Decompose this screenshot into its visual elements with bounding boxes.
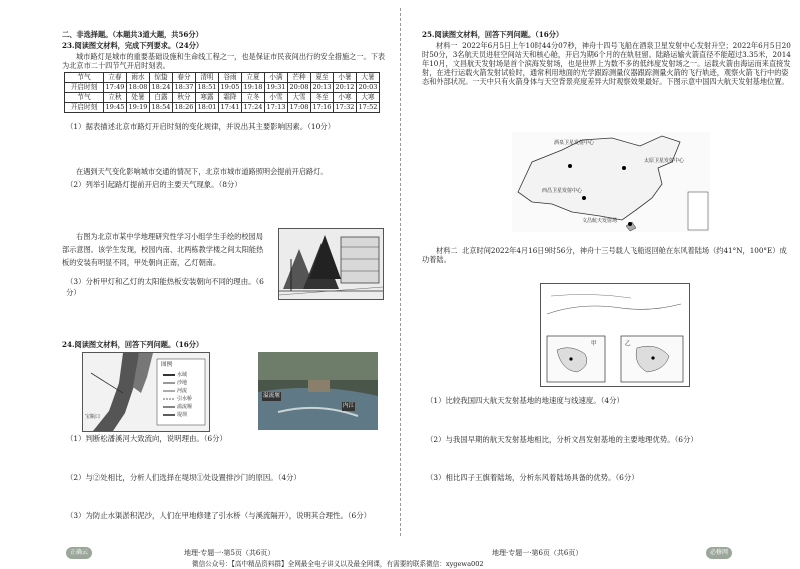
lamp-time-table xyxy=(64,72,380,113)
q24-title: 24.阅读图文材料，回答下列问题。（16分） xyxy=(62,340,204,349)
landing-map-drawing xyxy=(541,284,689,386)
section-title: 二、非选择题。（本题共3道大题，共56分） xyxy=(62,30,203,39)
photo-label: 溢流堰 xyxy=(263,393,280,399)
q24-river-map xyxy=(82,352,210,432)
map-label: 西昌卫星发射中心 xyxy=(542,188,583,194)
page-footer xyxy=(0,545,800,569)
campus-sketch xyxy=(278,228,384,300)
inset-label: 乙 xyxy=(625,341,631,347)
q25-sub2: （2）与我国早期的航天发射基地相比，分析文昌发射基地的主要地理优势。（6分） xyxy=(426,435,698,444)
legend-item: 引水桥 xyxy=(177,396,193,402)
right-footer-logo: 必修网 xyxy=(706,547,732,559)
left-page-number: 地理·专题一·第5页（共6页） xyxy=(184,549,275,557)
photo-label: 内江 xyxy=(343,403,355,409)
inset-label: 甲 xyxy=(591,341,597,347)
q23-sub2: （2）列举引起路灯提前开启的主要天气现象。（8分） xyxy=(66,180,242,189)
q24-sub3: （3）为防止水渠淤积泥沙，人们在甲地修建了引水桥（与溪流隔开），说明其合理性。（6分） xyxy=(66,511,372,520)
map-label: 宝瓶口 xyxy=(85,414,101,420)
legend-item: 河流 xyxy=(177,388,188,394)
q23-title: 23.阅读图文材料，完成下列要求。（24分） xyxy=(62,41,204,50)
footer-notice: 微信公众号：【高中精品资料群】全网最全电子讲义以及最全网课，有需要的联系微信：xygewa002 xyxy=(192,560,484,568)
legend-item: 溢流堰 xyxy=(177,404,193,410)
q24-sub1: （1）判断松潘溪河大致流向，说明理由。（6分） xyxy=(66,434,227,443)
q23-mid: 在遇到天气变化影响城市交通的情况下，北京市城市道路照明会提前开启路灯。 xyxy=(76,167,328,176)
legend-item: 堤坝 xyxy=(177,412,188,418)
map-label: 文昌航天发射场 xyxy=(582,218,618,224)
q24-photo-drawing xyxy=(258,352,378,430)
china-map-drawing xyxy=(512,132,710,232)
legend-item: 沙地 xyxy=(177,380,188,386)
left-page xyxy=(0,0,388,545)
q24-river-drawing xyxy=(83,353,209,431)
table-row: 节气 立秋 处暑 白露 秋分 寒露 霜降 立冬 小雪 大雪 冬至 小寒 大寒 xyxy=(65,93,380,103)
q23-sub3: （3）分析甲灯和乙灯的太阳能热板安装朝向不同的理由。（6分） xyxy=(66,277,264,297)
map-label: 酒泉卫星发射中心 xyxy=(554,140,595,146)
q23-intro: 城市路灯是城市的重要基础设施和生命线工程之一，也是保证市民夜间出行的安全措施之一。下表为北京市二十四节气开启时刻表。 xyxy=(62,52,386,70)
right-page xyxy=(412,0,800,545)
legend-item: 水域 xyxy=(177,372,188,378)
q24-sub2: （2）与②处相比，分析人们选择在堤坝①处设置排沙门的原因。（4分） xyxy=(66,473,301,482)
right-page-number: 地理·专题一·第6页（共6页） xyxy=(492,549,583,557)
q25-material2: 材料二 北京时间2022年4月16日9时56分，神舟十三号载人飞船返回舱在东风着陆场（约41°N，100°E）成功着陆。 xyxy=(422,246,787,264)
landing-site-map xyxy=(540,283,690,387)
table-row: 开启时刻 19:45 19:19 18:54 18:26 18:01 17:41 17:24 17:13 17:08 17:16 17:32 17:52 xyxy=(65,103,380,113)
legend-title: 图例 xyxy=(161,362,173,368)
q25-material1: 材料一 2022年6月5日上午10时44分07秒，神舟十四号飞船在酒泉卫星发射中心发射升空；2022年6月5日20时50分，3名航天员进驻空间站天和核心舱，开启为期6个月的在轨驻留。陆路运输火箭直径不能超过3.35米，2014年10月，文昌航天发射场是首个滨海发射场，也是世界上为数不多的低纬度发射场之一。运载火箭由海运而来直接发射，在进行运载火箭发射试验时，通常利用地面的光学跟踪测量仪器跟踪测量火箭的飞行轨迹，观察火箭飞行中的姿态和外部状况。一天中只有火箭身体与天空背景亮度差异大时观察效果最好。下图示意中国四大航天发射基地位置。 xyxy=(422,41,791,86)
table-row: 开启时刻 17:49 18:08 18:24 18:37 18:51 19:05 19:18 19:31 20:08 20:13 20:12 20:03 xyxy=(65,83,380,93)
left-footer-logo: 正确云 xyxy=(66,547,92,559)
q25-sub1: （1）比较我国四大航天发射基地的地速度与线速度。（4分） xyxy=(426,396,624,405)
china-launch-map xyxy=(512,132,710,232)
q25-sub3: （3）相比四子王旗着陆场，分析东风着陆场具备的优势。（6分） xyxy=(426,473,639,482)
q23-sub1: （1）据表描述北京市路灯开启时刻的变化规律，并说出其主要影响因素。（10分） xyxy=(66,122,336,131)
campus-sketch-drawing xyxy=(279,229,383,299)
table-row: 节气 立春 雨水 惊蛰 春分 清明 谷雨 立夏 小满 芒种 夏至 小暑 大暑 xyxy=(65,73,380,83)
q25-title: 25.阅读图文材料，回答下列问题。（16分） xyxy=(422,30,564,39)
map-label: 太原卫星发射中心 xyxy=(644,158,685,164)
q24-photo xyxy=(258,352,378,430)
page-divider xyxy=(400,8,401,536)
q23-photo-text: 右图为北京市某中学地理研究性学习小组学生手绘的校园局部示意图。该学生发现，校园内南、北两栋教学楼之间太阳能热板的安装有明显不同，甲处朝向正南，乙灯朝南。 xyxy=(62,232,264,267)
